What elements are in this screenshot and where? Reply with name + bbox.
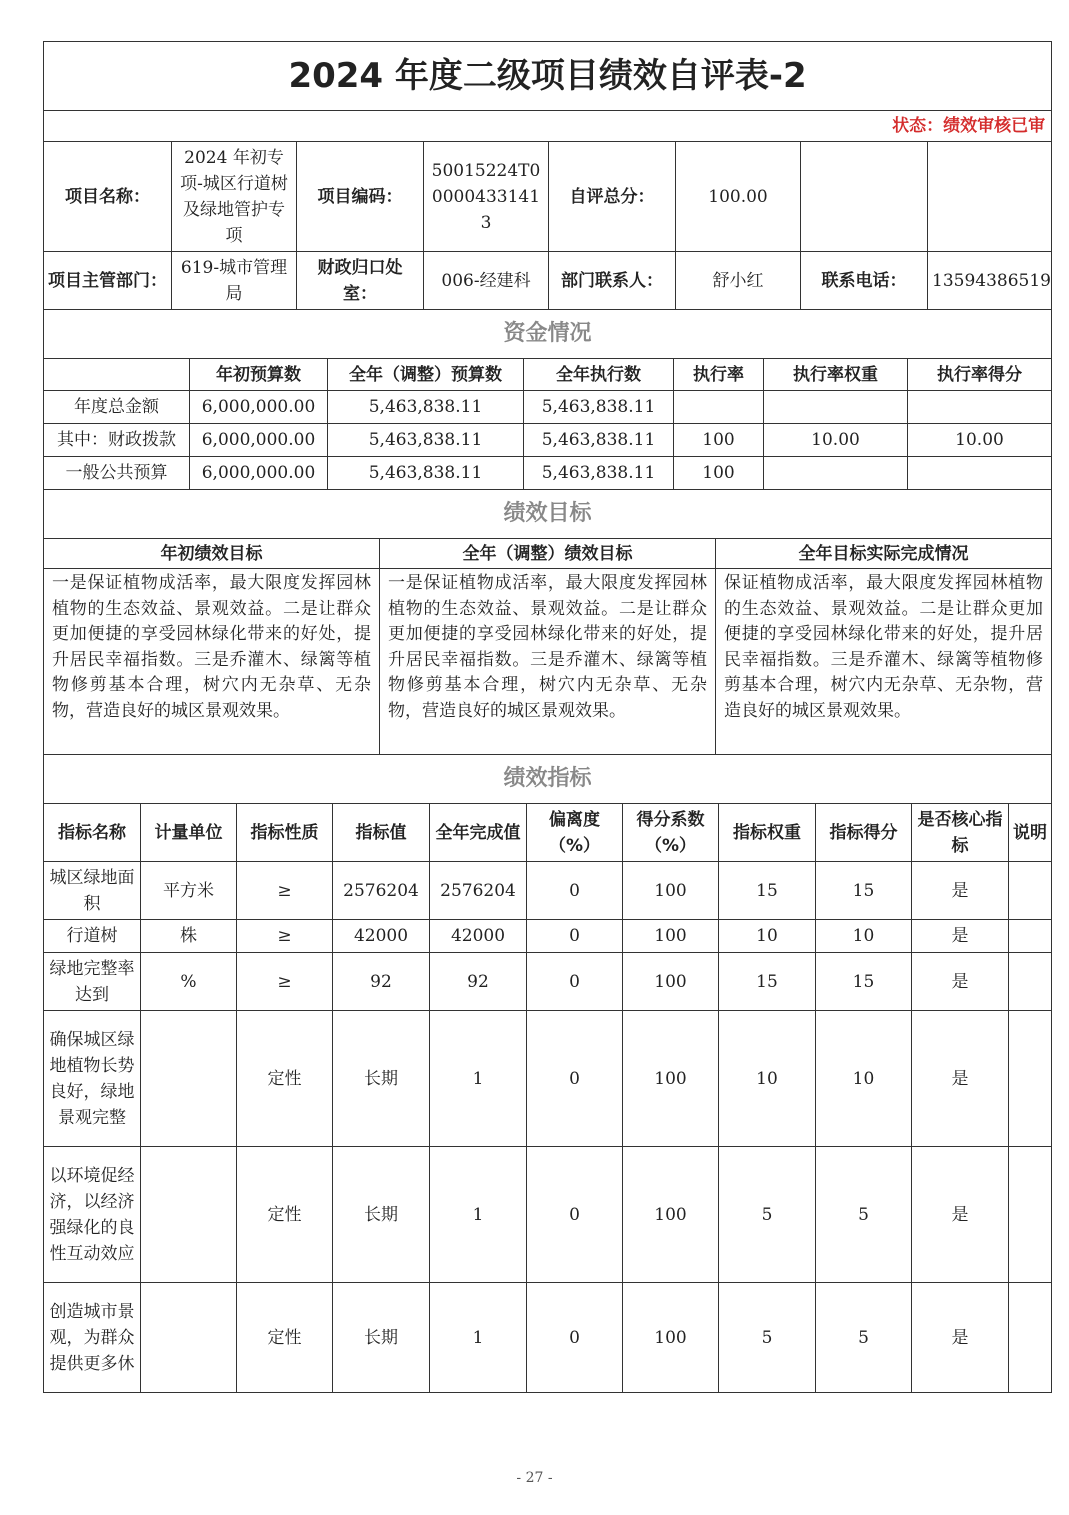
project-name-label: 项目名称：	[44, 142, 172, 252]
funds-cell	[674, 391, 764, 424]
indicator-cell: 绿地完整率达到	[44, 953, 141, 1011]
indicator-cell: 5	[816, 1147, 912, 1283]
funds-header: 执行率得分	[908, 359, 1052, 391]
indicator-cell: 100	[623, 1283, 719, 1393]
indicator-header: 计量单位	[141, 804, 237, 862]
indicator-cell: 92	[430, 953, 527, 1011]
funds-section-title: 资金情况	[44, 310, 1052, 359]
empty-cell	[928, 142, 1052, 252]
project-code-label: 项目编码：	[297, 142, 424, 252]
score-label: 自评总分：	[549, 142, 676, 252]
indicator-cell: 创造城市景观，为群众提供更多休	[44, 1283, 141, 1393]
indicator-cell: 是	[912, 1011, 1009, 1147]
indicator-cell: 0	[527, 953, 623, 1011]
indicator-cell: 0	[527, 1283, 623, 1393]
indicator-cell: 92	[333, 953, 430, 1011]
page-number: - 27 -	[516, 1470, 553, 1486]
indicator-cell: ≥	[237, 953, 333, 1011]
project-code-value: 50015224T000004331413	[424, 142, 549, 252]
indicator-cell: 是	[912, 1147, 1009, 1283]
indicator-cell: 15	[719, 862, 816, 920]
goal-text-initial: 一是保证植物成活率，最大限度发挥园林植物的生态效益、景观效益。二是让群众更加便捷的享受园林绿化带来的好处，提升居民幸福指数。三是乔灌木、绿篱等植物修剪基本合理，树穴内无杂草、无杂物，营造良好的城区景观效果。	[44, 569, 380, 755]
indicator-cell: 1	[430, 1011, 527, 1147]
indicators-table	[43, 803, 1052, 1393]
indicator-cell: 0	[527, 920, 623, 953]
funds-cell: 6,000,000.00	[190, 457, 328, 490]
goals-header: 全年（调整）绩效目标	[380, 539, 716, 569]
indicator-cell: 0	[527, 862, 623, 920]
indicator-cell: 5	[719, 1147, 816, 1283]
funds-cell	[764, 457, 908, 490]
indicator-header: 偏离度（%）	[527, 804, 623, 862]
indicator-cell	[141, 1147, 237, 1283]
indicator-cell	[1009, 953, 1052, 1011]
goals-section-title: 绩效目标	[44, 490, 1052, 539]
indicator-header: 指标得分	[816, 804, 912, 862]
contact-value: 舒小红	[676, 252, 801, 310]
goals-header: 年初绩效目标	[44, 539, 380, 569]
funds-cell: 5,463,838.11	[524, 391, 674, 424]
goal-text-adjusted: 一是保证植物成活率，最大限度发挥园林植物的生态效益、景观效益。二是让群众更加便捷的享受园林绿化带来的好处，提升居民幸福指数。三是乔灌木、绿篱等植物修剪基本合理，树穴内无杂草、无杂物，营造良好的城区景观效果。	[380, 569, 716, 755]
funds-cell	[908, 457, 1052, 490]
indicator-cell: 42000	[430, 920, 527, 953]
indicator-cell	[1009, 1011, 1052, 1147]
project-name-value: 2024 年初专项-城区行道树及绿地管护专项	[172, 142, 297, 252]
indicator-cell: 15	[816, 862, 912, 920]
indicator-cell: 100	[623, 862, 719, 920]
indicator-cell: ≥	[237, 862, 333, 920]
indicator-header: 指标值	[333, 804, 430, 862]
indicator-row	[44, 862, 1052, 920]
funds-row	[44, 391, 1052, 424]
indicator-cell: 是	[912, 1283, 1009, 1393]
evaluation-form	[43, 41, 1051, 1393]
funds-cell: 5,463,838.11	[524, 424, 674, 457]
funds-cell	[764, 391, 908, 424]
indicator-row	[44, 953, 1052, 1011]
funds-cell: 100	[674, 457, 764, 490]
indicator-cell: 100	[623, 1147, 719, 1283]
indicator-cell: 定性	[237, 1147, 333, 1283]
funds-cell: 10.00	[908, 424, 1052, 457]
indicator-cell	[1009, 1283, 1052, 1393]
goals-table	[43, 538, 1052, 804]
indicator-row	[44, 920, 1052, 953]
dept-value: 619-城市管理局	[172, 252, 297, 310]
funds-cell: 10.00	[764, 424, 908, 457]
funds-cell: 5,463,838.11	[328, 391, 524, 424]
indicator-cell	[1009, 1147, 1052, 1283]
indicator-cell: 5	[719, 1283, 816, 1393]
indicator-row	[44, 1147, 1052, 1283]
status-badge: 状态：绩效审核已审	[44, 111, 1052, 142]
contact-label: 部门联系人：	[549, 252, 676, 310]
indicator-cell: 城区绿地面积	[44, 862, 141, 920]
funds-table	[43, 358, 1052, 539]
indicator-cell: 1	[430, 1147, 527, 1283]
funds-header: 年初预算数	[190, 359, 328, 391]
finance-label: 财政归口处室：	[297, 252, 424, 310]
indicator-cell: 100	[623, 953, 719, 1011]
finance-value: 006-经建科	[424, 252, 549, 310]
indicator-header: 全年完成值	[430, 804, 527, 862]
indicator-row	[44, 1283, 1052, 1393]
indicator-cell: 长期	[333, 1283, 430, 1393]
indicator-header: 是否核心指标	[912, 804, 1009, 862]
indicator-cell: 0	[527, 1011, 623, 1147]
info-table	[43, 41, 1052, 359]
indicator-cell: %	[141, 953, 237, 1011]
indicator-cell: 确保城区绿地植物长势良好，绿地景观完整	[44, 1011, 141, 1147]
indicator-header: 得分系数（%）	[623, 804, 719, 862]
indicator-cell: 0	[527, 1147, 623, 1283]
indicator-cell: 是	[912, 920, 1009, 953]
empty-cell	[801, 142, 928, 252]
funds-row-name: 一般公共预算	[44, 457, 190, 490]
funds-header: 全年执行数	[524, 359, 674, 391]
page-title: 2024 年度二级项目绩效自评表-2	[44, 42, 1052, 111]
funds-header: 全年（调整）预算数	[328, 359, 524, 391]
funds-header: 执行率权重	[764, 359, 908, 391]
funds-header-empty	[44, 359, 190, 391]
indicators-section-title: 绩效指标	[44, 755, 1052, 804]
indicator-cell: 15	[719, 953, 816, 1011]
funds-cell: 6,000,000.00	[190, 391, 328, 424]
indicator-cell: 2576204	[430, 862, 527, 920]
indicator-cell: 长期	[333, 1147, 430, 1283]
indicator-cell: 15	[816, 953, 912, 1011]
funds-cell	[908, 391, 1052, 424]
indicator-cell: 长期	[333, 1011, 430, 1147]
indicator-cell: 10	[816, 1011, 912, 1147]
indicator-cell: 定性	[237, 1283, 333, 1393]
indicator-cell: 10	[719, 920, 816, 953]
indicator-cell: 5	[816, 1283, 912, 1393]
funds-row	[44, 457, 1052, 490]
indicator-cell: 42000	[333, 920, 430, 953]
indicator-cell: 行道树	[44, 920, 141, 953]
indicator-cell: 2576204	[333, 862, 430, 920]
funds-row-name: 年度总金额	[44, 391, 190, 424]
indicator-cell: ≥	[237, 920, 333, 953]
phone-value: 13594386519	[928, 252, 1052, 310]
indicator-header: 指标性质	[237, 804, 333, 862]
indicator-header: 指标名称	[44, 804, 141, 862]
indicator-cell: 是	[912, 953, 1009, 1011]
indicator-cell: 平方米	[141, 862, 237, 920]
funds-header: 执行率	[674, 359, 764, 391]
indicator-cell: 1	[430, 1283, 527, 1393]
indicator-cell: 以环境促经济，以经济强绿化的良性互动效应	[44, 1147, 141, 1283]
score-value: 100.00	[676, 142, 801, 252]
indicator-row	[44, 1011, 1052, 1147]
indicator-cell: 10	[816, 920, 912, 953]
indicator-cell: 100	[623, 1011, 719, 1147]
indicator-header: 指标权重	[719, 804, 816, 862]
indicator-cell	[1009, 862, 1052, 920]
indicator-cell	[141, 1011, 237, 1147]
indicator-cell	[141, 1283, 237, 1393]
goal-text-actual: 保证植物成活率，最大限度发挥园林植物的生态效益、景观效益。二是让群众更加便捷的享受园林绿化带来的好处，提升居民幸福指数。三是乔灌木、绿篱等植物修剪基本合理，树穴内无杂草、无杂物，营造良好的城区景观效果。	[716, 569, 1052, 755]
indicator-cell: 定性	[237, 1011, 333, 1147]
funds-row	[44, 424, 1052, 457]
funds-cell: 6,000,000.00	[190, 424, 328, 457]
funds-row-name: 其中：财政拨款	[44, 424, 190, 457]
indicator-cell: 是	[912, 862, 1009, 920]
funds-cell: 5,463,838.11	[328, 457, 524, 490]
indicator-cell	[1009, 920, 1052, 953]
funds-cell: 5,463,838.11	[524, 457, 674, 490]
indicator-cell: 100	[623, 920, 719, 953]
funds-cell: 100	[674, 424, 764, 457]
dept-label: 项目主管部门：	[44, 252, 172, 310]
goals-header: 全年目标实际完成情况	[716, 539, 1052, 569]
indicator-header: 说明	[1009, 804, 1052, 862]
phone-label: 联系电话：	[801, 252, 928, 310]
funds-cell: 5,463,838.11	[328, 424, 524, 457]
indicator-cell: 株	[141, 920, 237, 953]
indicator-cell: 10	[719, 1011, 816, 1147]
